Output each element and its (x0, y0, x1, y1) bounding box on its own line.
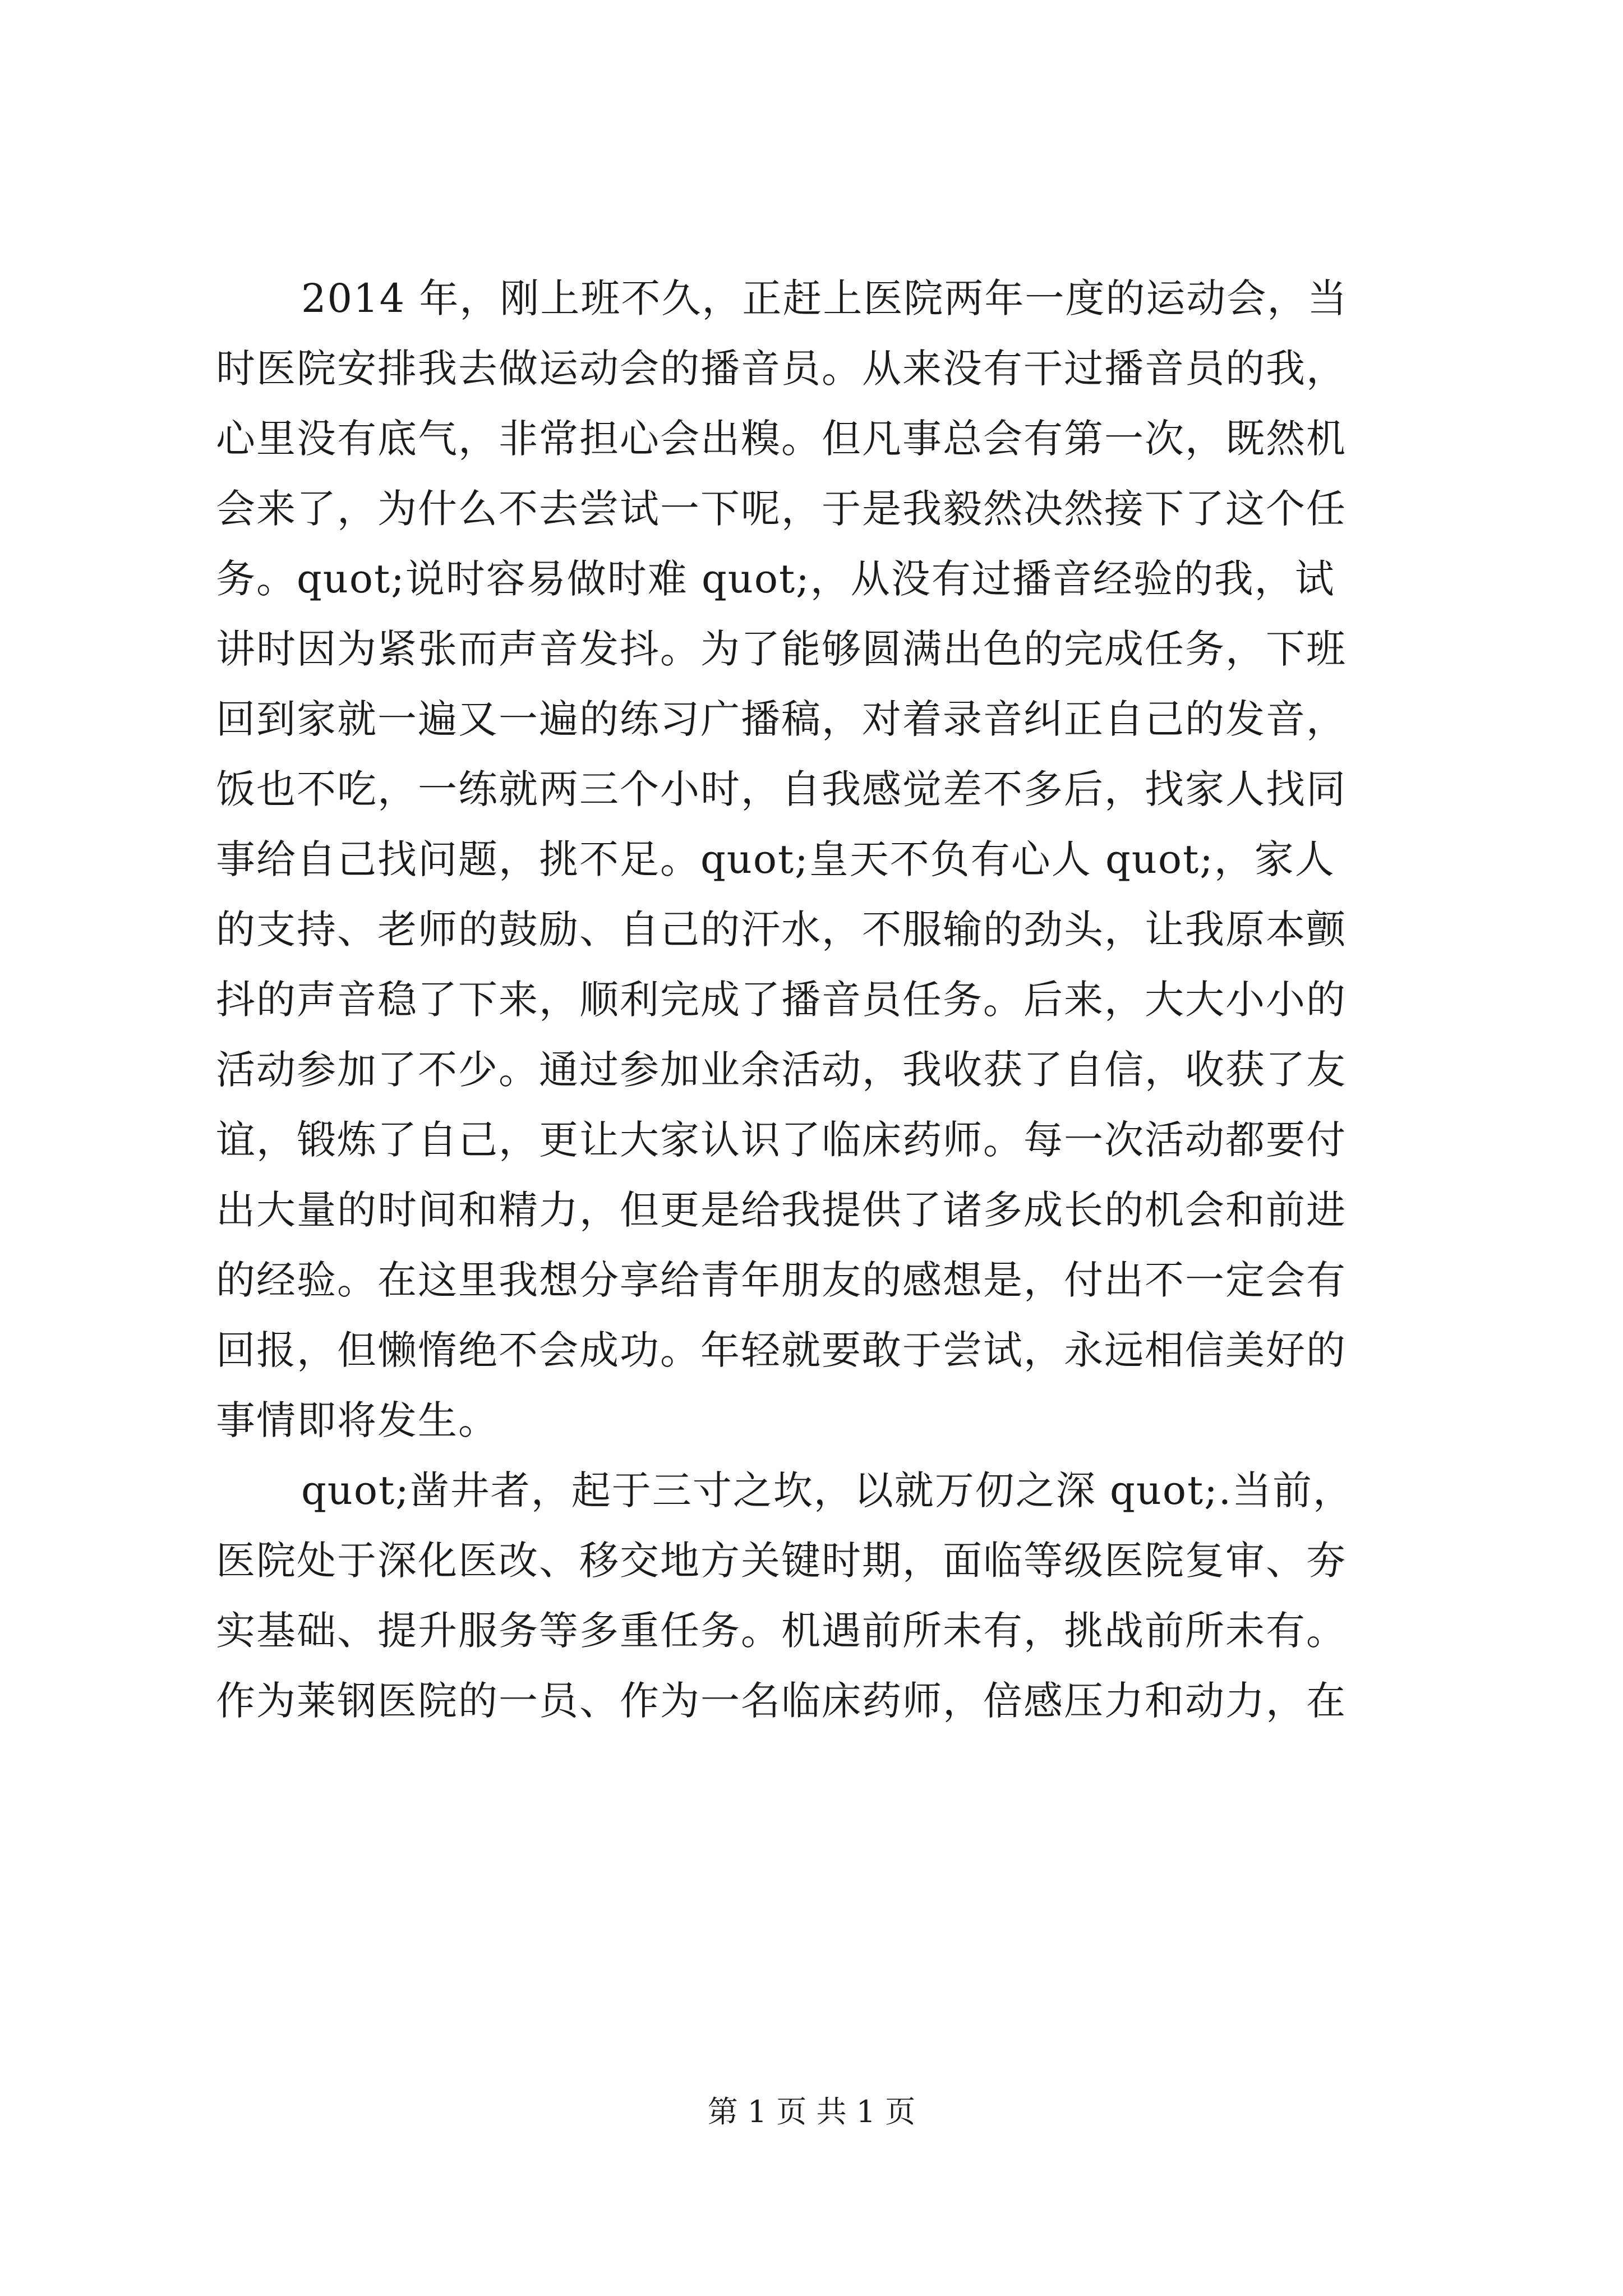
paragraph-1-line-9: 事给自己找问题，挑不足。quot;皇天不负有心人 quot;，家人 (216, 836, 1335, 882)
paragraph-2-line-1: quot;凿井者，起于三寸之坎，以就万仞之深 quot;.当前， (301, 1467, 1354, 1513)
paragraph-1-line-11: 抖的声音稳了下来，顺利完成了播音员任务。后来，大大小小的 (216, 977, 1347, 1023)
page-footer: 第 1 页 共 1 页 (707, 2094, 916, 2129)
paragraph-1-line-5: 务。quot;说时容易做时难 quot;，从没有过播音经验的我，试 (216, 556, 1335, 602)
paragraph-1-line-3: 心里没有底气，非常担心会出糗。但凡事总会有第一次，既然机 (216, 416, 1347, 462)
paragraph-1-line-2: 时医院安排我去做运动会的播音员。从来没有干过播音员的我， (216, 346, 1347, 392)
body-text (216, 264, 1410, 1736)
paragraph-1-line-15: 的经验。在这里我想分享给青年朋友的感想是，付出不一定会有 (216, 1257, 1347, 1303)
paragraph-1-line-1: 2014 年，刚上班不久，正赶上医院两年一度的运动会，当 (301, 275, 1348, 321)
paragraph-1-line-10: 的支持、老师的鼓励、自己的汗水，不服输的劲头，让我原本颤 (216, 907, 1347, 953)
paragraph-1-line-16: 回报，但懒惰绝不会成功。年轻就要敢于尝试，永远相信美好的 (216, 1327, 1347, 1373)
paragraph-1-line-4: 会来了，为什么不去尝试一下呢，于是我毅然决然接下了这个任 (216, 486, 1347, 532)
paragraph-1-line-7: 回到家就一遍又一遍的练习广播稿，对着录音纠正自己的发音， (216, 696, 1347, 742)
paragraph-1-line-6: 讲时因为紧张而声音发抖。为了能够圆满出色的完成任务，下班 (216, 626, 1347, 672)
paragraph-2-line-4: 作为莱钢医院的一员、作为一名临床药师，倍感压力和动力，在 (216, 1678, 1347, 1724)
paragraph-2-line-3: 实基础、提升服务等多重任务。机遇前所未有，挑战前所未有。 (216, 1608, 1347, 1654)
paragraph-1-line-17: 事情即将发生。 (216, 1397, 499, 1443)
paragraph-1-line-13: 谊，锻炼了自己，更让大家认识了临床药师。每一次活动都要付 (216, 1117, 1347, 1163)
paragraph-1-line-8: 饭也不吃，一练就两三个小时，自我感觉差不多后，找家人找同 (216, 766, 1347, 812)
paragraph-2-line-2: 医院处于深化医改、移交地方关键时期，面临等级医院复审、夯 (216, 1538, 1347, 1584)
paragraph-1-line-14: 出大量的时间和精力，但更是给我提供了诸多成长的机会和前进 (216, 1187, 1347, 1233)
paragraph-1-line-12: 活动参加了不少。通过参加业余活动，我收获了自信，收获了友 (216, 1047, 1347, 1093)
